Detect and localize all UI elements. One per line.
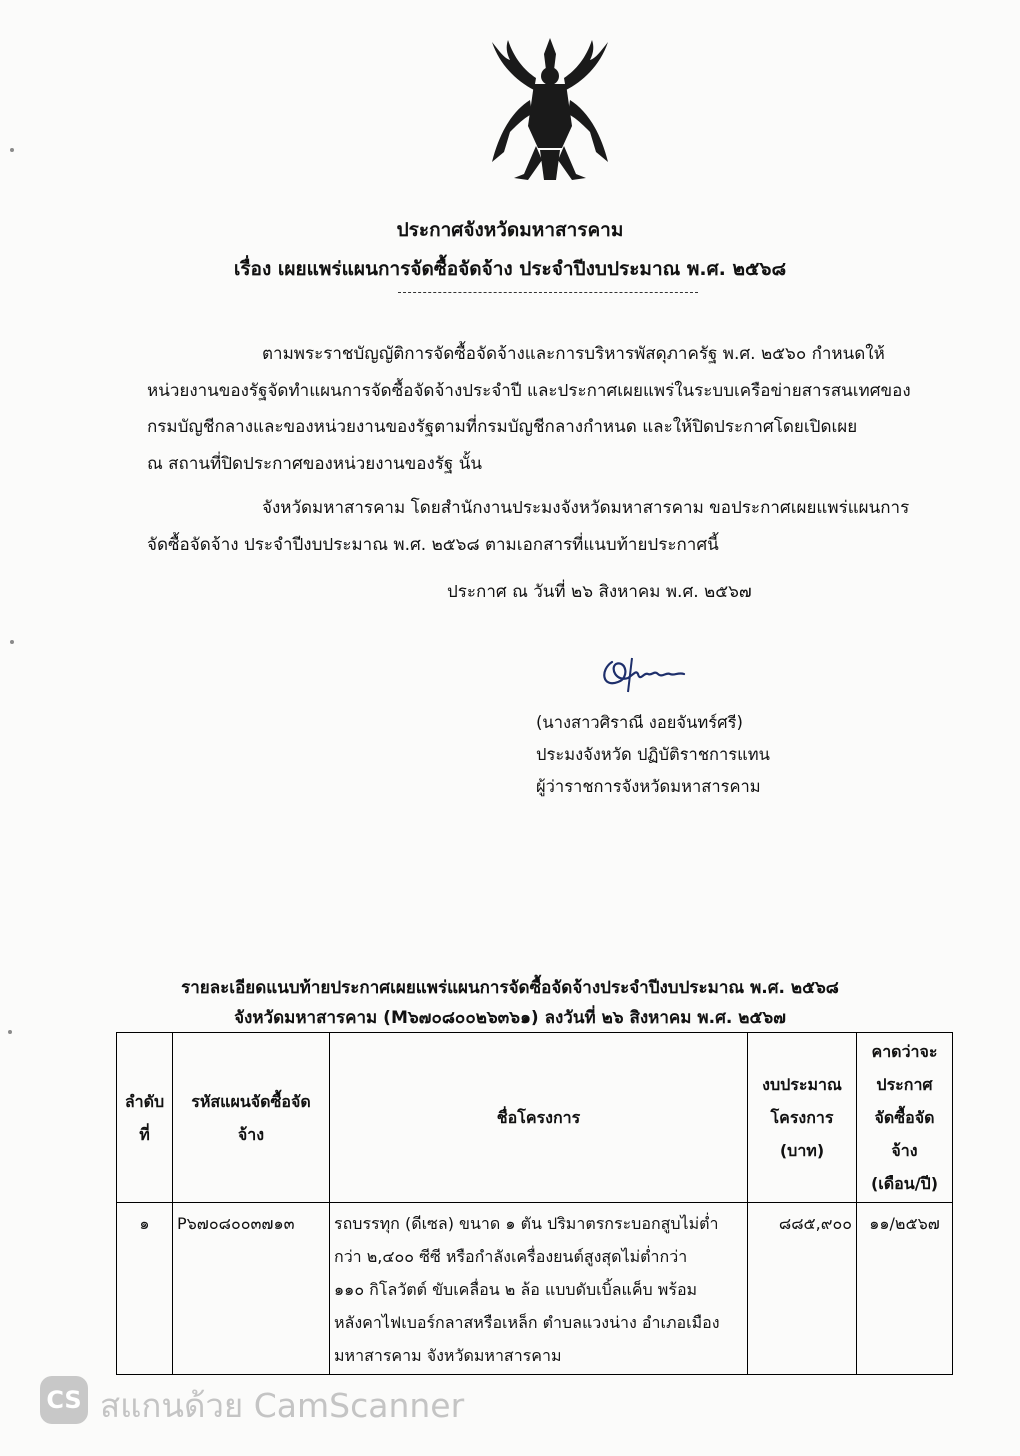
project-name-line: ๑๑๐ กิโลวัตต์ ขับเคลื่อน ๒ ล้อ แบบดับเบิ้ลแค็บ พร้อม [334, 1280, 698, 1299]
cell-budget: ๘๘๕,๙๐๐ [748, 1203, 857, 1375]
column-header-budget [748, 1033, 857, 1203]
header-line: ชื่อโครงการ [496, 1108, 581, 1127]
project-name-line: หลังคาไฟเบอร์กลาสหรือเหล็ก ตำบลแวงน่าง อำเภอเมือง [334, 1313, 720, 1332]
cell-project-name [330, 1203, 748, 1375]
header-line: ที่ [139, 1124, 150, 1144]
paragraph-line: จัดซื้อจัดจ้าง ประจำปีงบประมาณ พ.ศ. ๒๕๖๘ ตามเอกสารที่แนบท้ายประกาศนี้ [147, 534, 719, 555]
cell-plan-code: P๖๗๐๘๐๐๓๗๑๓ [173, 1203, 330, 1375]
procurement-plan-table [116, 1032, 953, 1375]
scan-speck [10, 148, 14, 152]
header-line: ประกาศ [876, 1075, 933, 1094]
announcement-date: ประกาศ ณ วันที่ ๒๖ สิงหาคม พ.ศ. ๒๕๖๗ [447, 582, 752, 602]
announcement-subject: เรื่อง เผยแพร่แผนการจัดซื้อจัดจ้าง ประจำปีงบประมาณ พ.ศ. ๒๕๖๘ [233, 258, 787, 280]
signer-authority: ผู้ว่าราชการจังหวัดมหาสารคาม [536, 777, 761, 796]
column-header-no [117, 1033, 173, 1203]
header-line: จ้าง [237, 1124, 265, 1144]
paragraph-line: จังหวัดมหาสารคาม โดยสำนักงานประมงจังหวัดมหาสารคาม ขอประกาศเผยแพร่แผนการ [262, 498, 910, 518]
header-line: งบประมาณ [762, 1075, 842, 1094]
column-header-project-name [330, 1033, 748, 1203]
garuda-emblem-icon [470, 30, 630, 190]
paragraph-line: ณ สถานที่ปิดประกาศของหน่วยงานของรัฐ นั้น [147, 453, 482, 474]
column-header-expected-date [857, 1033, 953, 1203]
attachment-subtitle: จังหวัดมหาสารคาม (M๖๗๐๘๐๐๒๖๓๖๑) ลงวันที่ ๒๖ สิงหาคม พ.ศ. ๒๕๖๗ [234, 1008, 786, 1028]
signer-name: (นางสาวศิราณี งอยจันทร์ศรี) [536, 713, 743, 732]
body-paragraph-2 [147, 490, 947, 563]
paragraph-line: ตามพระราชบัญญัติการจัดซื้อจัดจ้างและการบริหารพัสดุภาครัฐ พ.ศ. ๒๕๖๐ กำหนดให้ [262, 344, 885, 364]
table-row [117, 1203, 953, 1375]
header-line: จัดซื้อจัด [874, 1108, 935, 1127]
project-name-line: รถบรรทุก (ดีเซล) ขนาด ๑ ตัน ปริมาตรกระบอกสูบไม่ต่ำ [334, 1214, 719, 1233]
cell-expected-date: ๑๑/๒๕๖๗ [857, 1203, 953, 1375]
header-line: โครงการ [770, 1108, 834, 1127]
header-line: จ้าง [891, 1141, 918, 1160]
signer-position: ประมงจังหวัด ปฏิบัติราชการแทน [536, 745, 770, 764]
scan-speck [8, 1030, 12, 1034]
handwritten-signature [598, 652, 688, 696]
attachment-title: รายละเอียดแนบท้ายประกาศเผยแพร่แผนการจัดซื้อจัดจ้างประจำปีงบประมาณ พ.ศ. ๒๕๖๘ [181, 978, 839, 998]
camscanner-watermark: สแกนด้วย CamScanner [100, 1386, 465, 1425]
project-name-line: มหาสารคาม จังหวัดมหาสารคาม [334, 1346, 562, 1365]
table-header-row [117, 1033, 953, 1203]
camscanner-logo: CS [40, 1376, 88, 1424]
column-header-code [173, 1033, 330, 1203]
header-line: รหัสแผนจัดซื้อจัด [191, 1091, 311, 1111]
header-line: (เดือน/ปี) [870, 1174, 939, 1193]
cell-no: ๑ [117, 1203, 173, 1375]
header-line: (บาท) [779, 1141, 825, 1160]
header-line: ลำดับ [124, 1091, 165, 1111]
divider [398, 292, 698, 293]
header-line: คาดว่าจะ [871, 1042, 938, 1061]
body-paragraph-1 [147, 336, 947, 482]
scan-speck [10, 640, 14, 644]
paragraph-line: หน่วยงานของรัฐจัดทำแผนการจัดซื้อจัดจ้างประจำปี และประกาศเผยแพร่ในระบบเครือข่ายสารสนเทศของ [147, 380, 911, 401]
project-name-line: กว่า ๒,๔๐๐ ซีซี หรือกำลังเครื่องยนต์สูงสุดไม่ต่ำกว่า [334, 1247, 688, 1266]
announcement-title: ประกาศจังหวัดมหาสารคาม [396, 219, 624, 241]
paragraph-line: กรมบัญชีกลางและของหน่วยงานของรัฐตามที่กรมบัญชีกลางกำหนด และให้ปิดประกาศโดยเปิดเผย [147, 417, 858, 437]
